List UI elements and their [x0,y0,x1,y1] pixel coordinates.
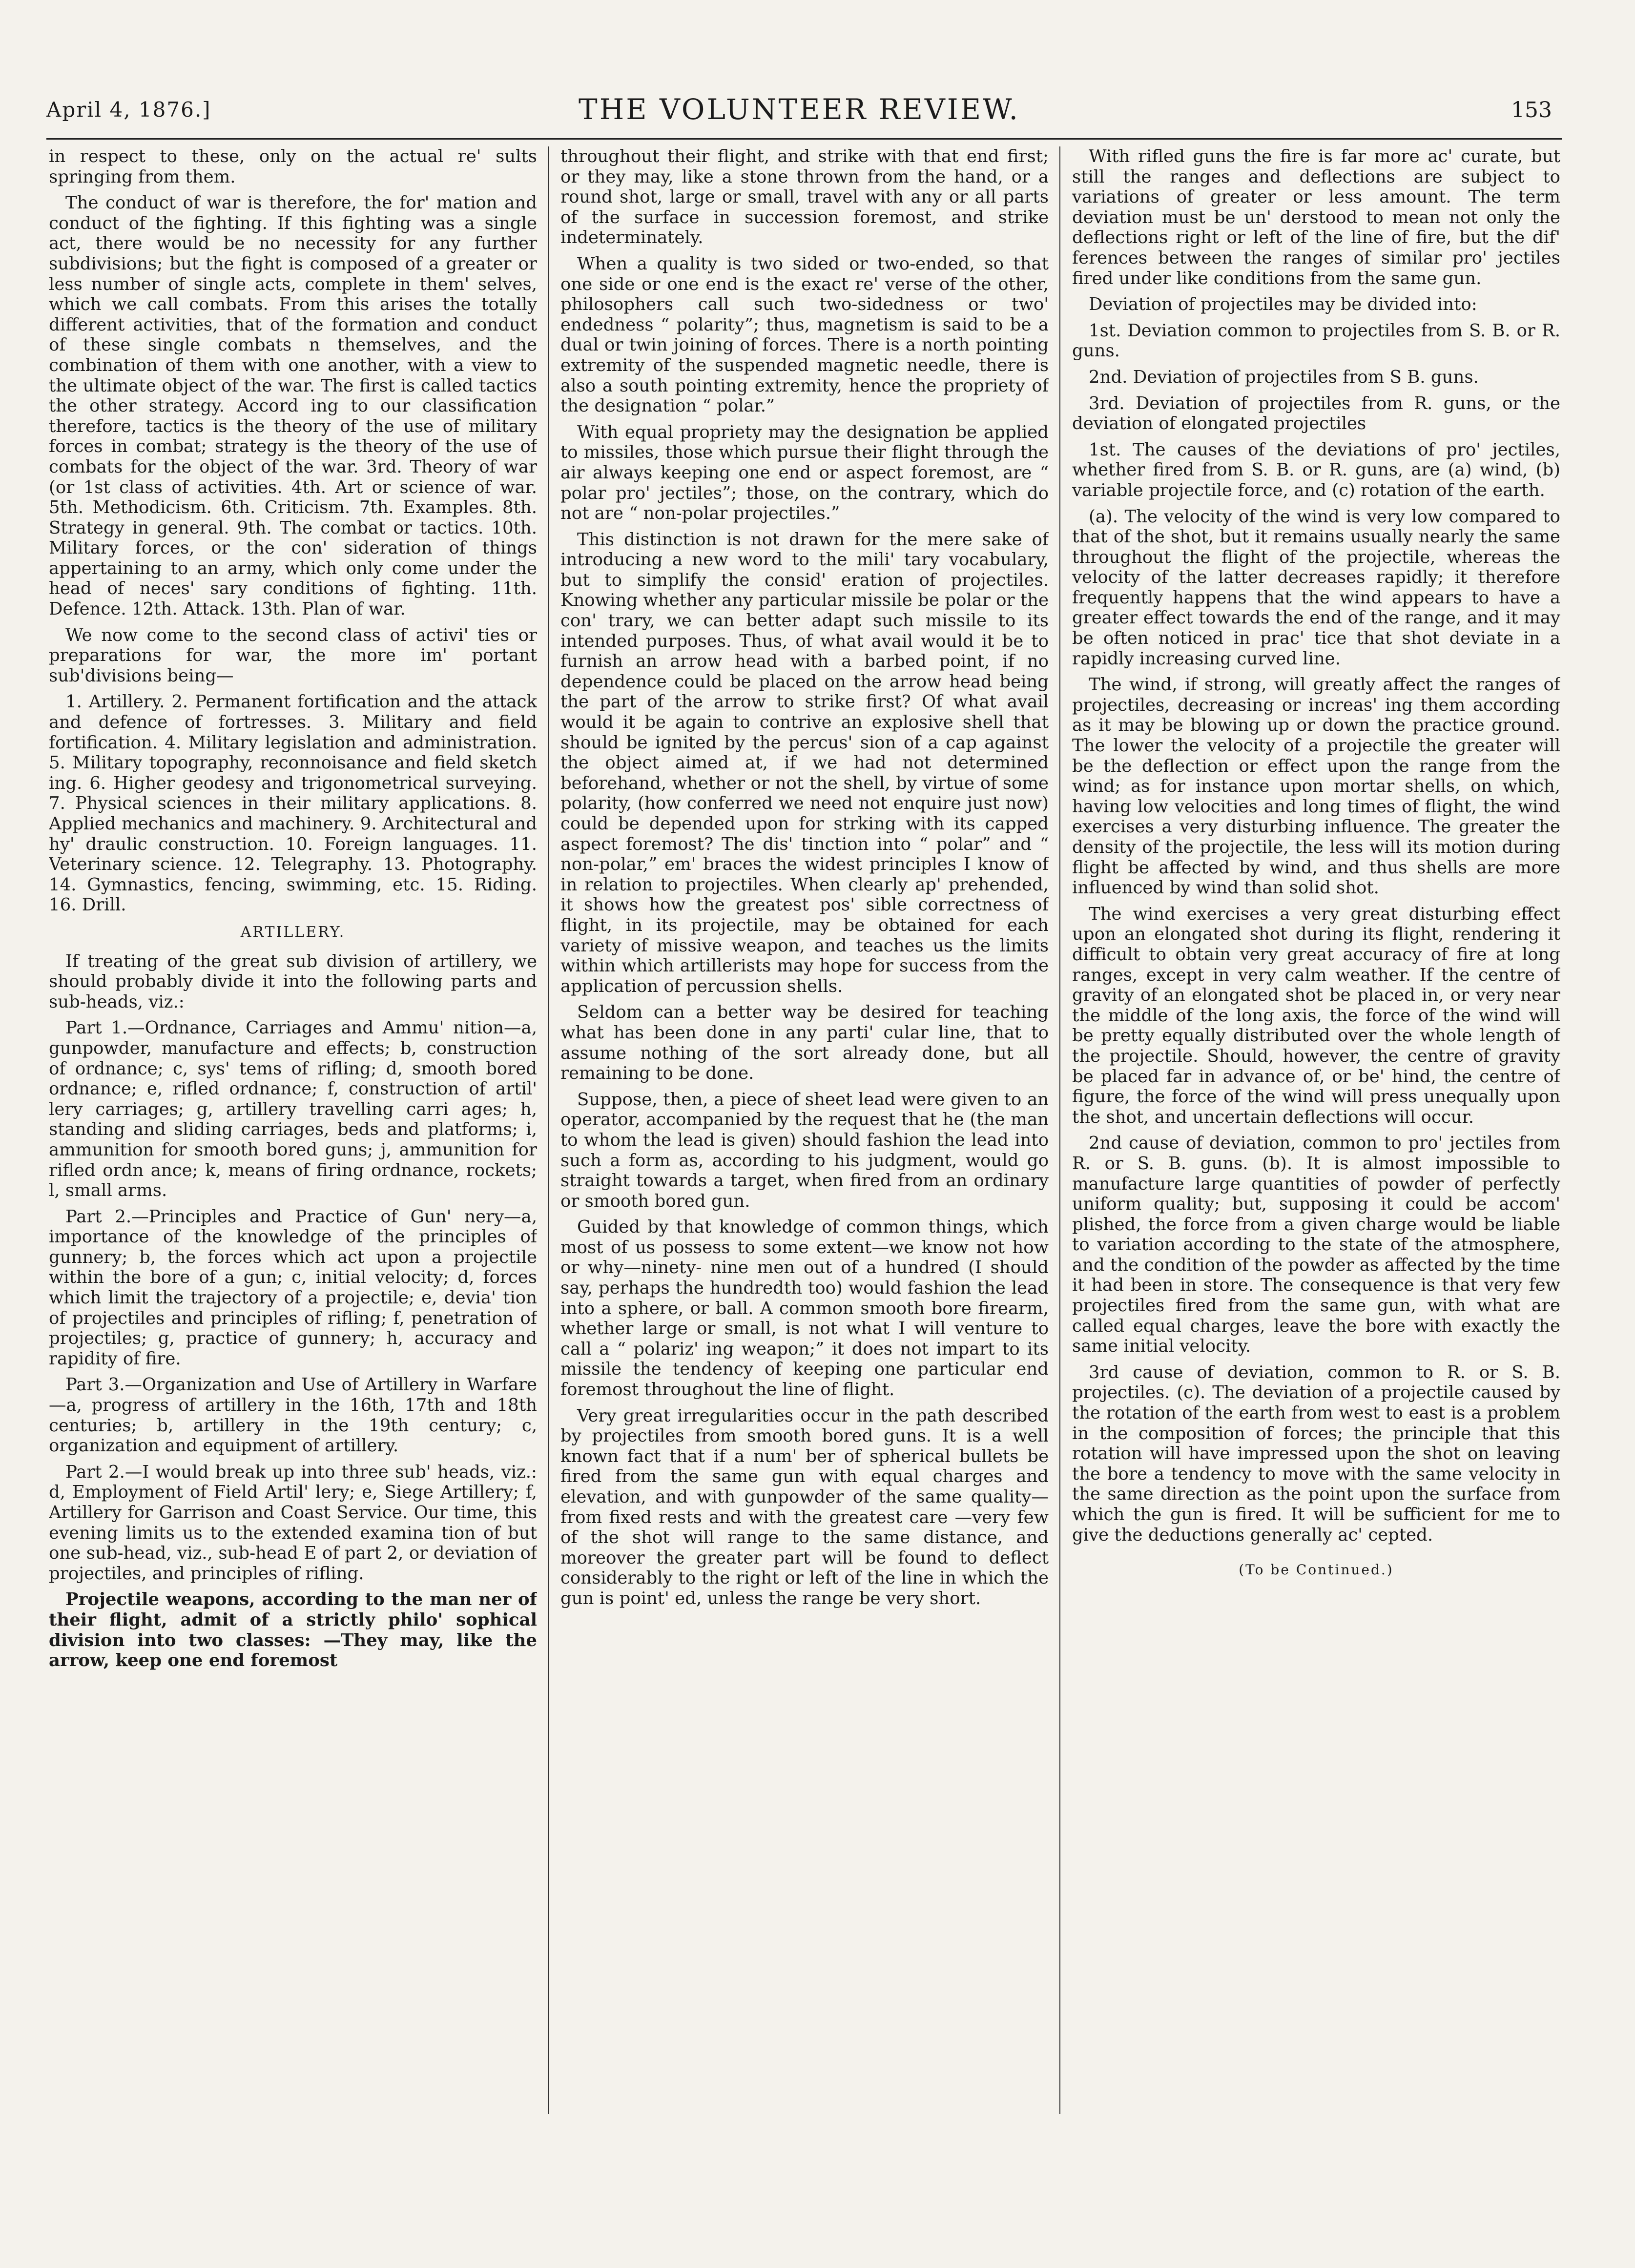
paragraph: If treating of the great sub division of artillery, we should probably divide it into the following parts and sub-heads, viz.: [49,951,537,1012]
paragraph: We now come to the second class of activi' ties or preparations for war, the more im' portant sub'divisions being— [49,625,537,686]
continued-note: (To be Continued.) [1239,1562,1394,1578]
page-number: 153 [1511,98,1552,123]
issue-date: April 4, 1876.] [46,98,211,122]
paragraph: Guided by that knowledge of common things, which most of us possess to some extent—we know not how or why—ninety- nine men out of a hundred (I should say, perhaps the hundredth too) would fashion the lead into a sphere, or ball. A common smooth bore firearm, whether large or small, is not what I will venture to call a “ polariz' ing weapon;” it does not impart to its missile the tendency of keeping one particular end foremost throughout the line of flight. [560,1217,1049,1400]
paragraph: throughout their flight, and strike with that end first; or they may, like a stone thrown from the hand, or a round shot, large or small, travel with any or all parts of the surface in succession foremost, and strike indeterminately. [560,146,1049,248]
paragraph: Deviation of projectiles may be divided into: [1089,294,1477,315]
paragraph: 2nd. Deviation of projectiles from S B. guns. [1089,367,1479,387]
paragraph: in respect to these, only on the actual re' sults springing from them. [49,146,537,187]
paragraph: The conduct of war is therefore, the for' mation and conduct of the fighting. If this fighting was a single act, there would be no necessity for any further subdivisions; but the fight is composed of a greater or less number of single acts, complete in them' selves, which we call combats. From this arises the totally different activities, that of the formation and conduct of these single combats n themselves, and the combination of them with one another, with a view to the ultimate object of the war. The first is called tactics the other strategy. Accord ing to our classification therefore, tactics is the theory of the use of military forces in combat; strategy is the theory of the use of combats for the object of the war. 3rd. Theory of war (or 1st class of activities. 4th. Art or science of war. 5th. Methodicism. 6th. Criticism. 7th. Examples. 8th. Strategy in general. 9th. The combat or tactics. 10th. Military forces, or the con' sideration of things appertaining to an army, which only come under the head of neces' sary conditions of fighting. 11th. Defence. 12th. Attack. 13th. Plan of war. [49,193,537,619]
masthead-title: THE VOLUNTEER REVIEW. [579,93,1020,126]
page-header [46,93,1552,137]
paragraph: The wind, if strong, will greatly affect the ranges of projectiles, decreasing or increas' ing them according as it may be blowing up or down the practice ground. The lower the velocity of a projectile the greater will be the deflection or effect upon the range from the wind; as for instance upon mortar shells, on which, having low velocities and long times of flight, the wind exercises a very disturbing influence. The greater the density of the projectile, the less will its motion during flight be affected by wind, and thus shells are more influenced by wind than solid shot. [1072,675,1560,898]
paragraph: Part 1.—Ordnance, Carriages and Ammu' nition—a, gunpowder, manufacture and effects; b, construction of ordnance; c, sys' tems of rifling; d, smooth bored ordnance; e, rifled ordnance; f, construction of artil' lery carriages; g, artillery travelling carri ages; h, standing and sliding carriages, beds and platforms; i, ammunition for smooth bored guns; j, ammunition for rifled ordn ance; k, means of firing ordnance, rockets; l, small arms. [49,1018,537,1201]
paragraph: 2nd cause of deviation, common to pro' jectiles from R. or S. B. guns. (b). It is almost impossible to manufacture large quantities of powder of perfectly uniform quality; but, supposing it could be accom' plished, the force from a given charge would be liable to variation according to the state of the atmosphere, and the condition of the powder as affected by the time it had been in store. The consequence is that very few projectiles fired from the same gun, with what are called equal charges, leave the bore with exactly the same initial velocity. [1072,1133,1560,1357]
paragraph: 1st. Deviation common to projectiles from S. B. or R. guns. [1072,320,1560,361]
paragraph: 1st. The causes of the deviations of pro' jectiles, whether fired from S. B. or R. guns, are (a) wind, (b) variable projectile force, and (c) rotation of the earth. [1072,439,1560,500]
paragraph: The wind exercises a very great disturbing effect upon an elongated shot during its flight, rendering it difficult to obtain very great accuracy of fire at long ranges, except in very calm weather. If the centre of gravity of an elongated shot be placed in, or very near the middle of the long axis, the force of the wind will be pretty equally distributed over the whole length of the projectile. Should, however, the centre of gravity be placed far in advance of, or be' hind, the centre of figure, the force of the wind will press unequally upon the shot, and uncertain deflections will occur. [1072,904,1560,1127]
paragraph: When a quality is two sided or two-ended, so that one side or one end is the exact re' verse of the other, philosophers call such two-sidedness or two' endedness “ polarity”; thus, magnetism is said to be a dual or twin joining of forces. There is a north pointing extremity of the suspended magnetic needle, there is also a south pointing extremity, hence the propriety of the designation “ polar.” [560,253,1049,416]
column-divider-1 [548,146,549,2114]
paragraph: Projectile weapons, according to the man ner of their flight, admit of a strictly philo' sophical division into two classes: —They may, like the arrow, keep one end foremost [49,1589,537,1671]
column-2 [560,146,1049,2226]
column-divider-2 [1059,146,1060,2114]
paragraph: Part 2.—I would break up into three sub' heads, viz.: d, Employment of Field Artil' lery; e, Siege Artillery; f, Artillery for Garrison and Coast Service. Our time, this evening limits us to the extended examina tion of but one sub-head, viz., sub-head E of part 2, or deviation of projectiles, and principles of rifling. [49,1462,537,1584]
header-rule [46,138,1562,140]
paragraph: With equal propriety may the designation be applied to missiles, those which pursue their flight through the air always keeping one end or aspect foremost, are “ polar pro' jectiles”; those, on the contrary, which do not are “ non-polar projectiles.” [560,422,1049,524]
paragraph: With rifled guns the fire is far more ac' curate, but still the ranges and deflections are subject to variations of greater or less amount. The term deviation must be un' derstood to mean not only the deflections right or left of the line of fire, but the dif' ferences between the ranges of similar pro' jectiles fired under like conditions from the same gun. [1072,146,1560,289]
paragraph: Very great irregularities occur in the path described by projectiles from smooth bored guns. It is a well known fact that if a num' ber of spherical bullets be fired from the same gun with equal charges and elevation, and with gunpowder of the same quality— from fixed rests and with the greatest care —very few of the shot will range to the same distance, and moreover the greater part will be found to deflect considerably to the right or left of the line in which the gun is point' ed, unless the range be very short. [560,1405,1049,1608]
paragraph: Part 2.—Principles and Practice of Gun' nery—a, importance of the knowledge of the principles of gunnery; b, the forces which act upon a projectile within the bore of a gun; c, initial velocity; d, forces which limit the trajectory of a projectile; e, devia' tion of projectiles and principles of rifling; f, penetration of projectiles; g, practice of gunnery; h, accuracy and rapidity of fire. [49,1206,537,1369]
column-1 [49,146,537,2226]
section-heading: ARTILLERY. [240,923,346,941]
paragraph: Seldom can a better way be desired for teaching what has been done in any parti' cular line, that to assume nothing of the sort already done, but all remaining to be done. [560,1002,1049,1084]
paragraph: Part 3.—Organization and Use of Artillery in Warfare—a, progress of artillery in the 16th, 17th and 18th centuries; b, artillery in the 19th century; c, organization and equipment of artillery. [49,1375,537,1456]
column-3 [1072,146,1560,2226]
paragraph: This distinction is not drawn for the mere sake of introducing a new word to the mili' tary vocabulary, but to simplify the consid' eration of projectiles. Knowing whether any particular missile be polar or the con' trary, we can better adapt such missile to its intended purposes. Thus, of what avail would it be to furnish an arrow head with a barbed point, if no dependence could be placed on the arrow head being the part of the arrow to strike first? Of what avail would it be again to contrive an explosive shell that should be ignited by the percus' sion of a cap against the object aimed at, if we had not determined beforehand, whether or not the shell, by virtue of some polarity, (how conferred we need not enquire just now) could be depended upon for strking with its capped aspect foremost? The dis' tinction into “ polar” and “ non-polar,” em' braces the widest principles I know of in relation to projectiles. When clearly ap' prehended, it shows how the greatest pos' sible correctness of flight, in its projectile, may be obtained for each variety of missive weapon, and teaches us the limits within which artillerists may hope for success from the application of percussion shells. [560,529,1049,996]
paragraph: (a). The velocity of the wind is very low compared to that of the shot, but it remains usually nearly the same throughout the flight of the projectile, whereas the velocity of the latter decreases rapidly; it therefore frequently happens that the wind appears to have a greater effect towards the end of the range, and it may be often noticed in prac' tice that shot deviate in a rapidly increasing curved line. [1072,506,1560,669]
paragraph: 1. Artillery. 2. Permanent fortification and the attack and defence of fortresses. 3. Military and field fortification. 4. Military legislation and administration. 5. Military topography, reconnoisance and field sketch ing. 6. Higher geodesy and trigonometrical surveying. 7. Physical sciences in their military applications. 8. Applied mechanics and machinery. 9. Architectural and hy' draulic construction. 10. Foreign languages. 11. Veterinary science. 12. Telegraphy. 13. Photography. 14. Gymnastics, fencing, swimming, etc. 15. Riding. 16. Drill. [49,692,537,915]
paragraph: 3rd. Deviation of projectiles from R. guns, or the deviation of elongated projectiles [1072,393,1560,434]
paragraph: Suppose, then, a piece of sheet lead were given to an operator, accompanied by the request that he (the man to whom the lead is given) should fashion the lead into such a form as, according to his judgment, would go straight towards a target, when fired from an ordinary or smooth bored gun. [560,1089,1049,1211]
paragraph: 3rd cause of deviation, common to R. or S. B. projectiles. (c). The deviation of a projectile caused by the rotation of the earth from west to east is a problem in the composition of forces; the principle that this rotation will have impressed upon the shot on leaving the bore a tendency to move with the same velocity in the same direction as the point upon the surface from which the gun is fired. It will be sufficient for me to give the deductions generally ac' cepted. [1072,1362,1560,1545]
